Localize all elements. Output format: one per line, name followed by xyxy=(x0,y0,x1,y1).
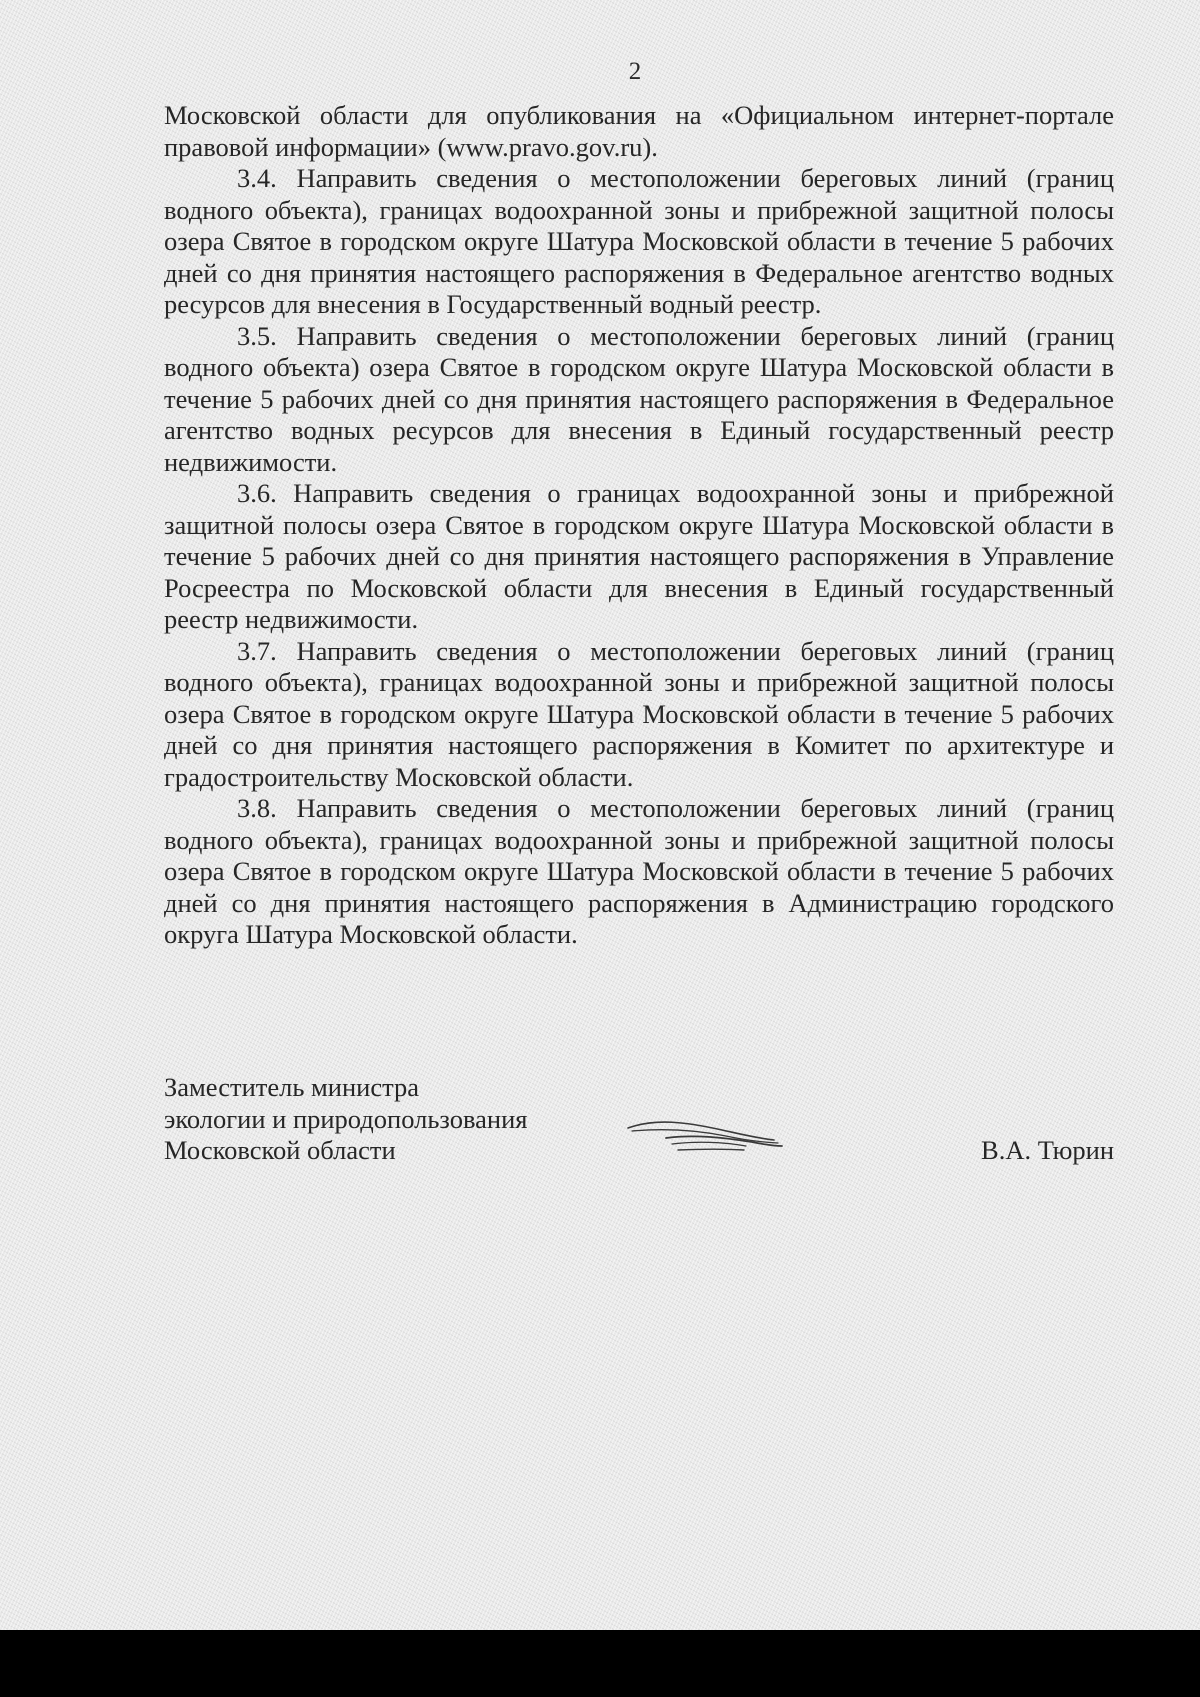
paragraph-3-8: 3.8. Направить сведения о местоположении береговых линий (границ водного объекта), границах водоохранной зоны и прибрежной защитной полосы озера Святое в городском округе Шатура Московской области в течение 5 рабочих дней со дня принятия настоящего распоряжения в Администрацию городского округа Шатура Московской области. xyxy=(164,793,1114,949)
signer-name: В.А. Тюрин xyxy=(981,1135,1114,1165)
signer-position xyxy=(164,1072,624,1167)
paragraph-continuation: Московской области для опубликования на «Официальном интернет-портале правовой информации» (www.pravo.gov.ru). xyxy=(164,100,1114,162)
paragraph-3-4: 3.4. Направить сведения о местоположении береговых линий (границ водного объекта), границах водоохранной зоны и прибрежной защитной полосы озера Святое в городском округе Шатура Московской области в течение 5 рабочих дней со дня принятия настоящего распоряжения в Федеральное агентство водных ресурсов для внесения в Государственный водный реестр. xyxy=(164,163,1114,319)
signer-position-line: Заместитель министра xyxy=(164,1072,420,1102)
signer-position-line: Московской области xyxy=(164,1135,396,1165)
paragraph-3-7: 3.7. Направить сведения о местоположении береговых линий (границ водного объекта), границах водоохранной зоны и прибрежной защитной полосы озера Святое в городском округе Шатура Московской области в течение 5 рабочих дней со дня принятия настоящего распоряжения в Комитет по архитектуре и градостроительству Московской области. xyxy=(164,635,1114,792)
signer-position-line: экологии и природопользования xyxy=(164,1103,528,1134)
paragraph-3-6: 3.6. Направить сведения о границах водоохранной зоны и прибрежной защитной полосы озера Святое в городском округе Шатура Московской области в течение 5 рабочих дней со дня принятия настоящего распоряжения в Управление Росреестра по Московской области для внесения в Единый государственный реестр недвижимости. xyxy=(164,478,1114,634)
page-number: 2 xyxy=(628,58,642,85)
document-body xyxy=(164,100,1114,951)
handwritten-signature-icon xyxy=(626,1108,786,1168)
signature-block xyxy=(164,1072,1114,1172)
paragraph-3-5: 3.5. Направить сведения о местоположении береговых линий (границ водного объекта) озера Святое в городском округе Шатура Московской области в течение 5 рабочих дней со дня принятия настоящего распоряжения в Федеральное агентство водных ресурсов для внесения в Единый государственный реестр недвижимости. xyxy=(164,320,1114,477)
